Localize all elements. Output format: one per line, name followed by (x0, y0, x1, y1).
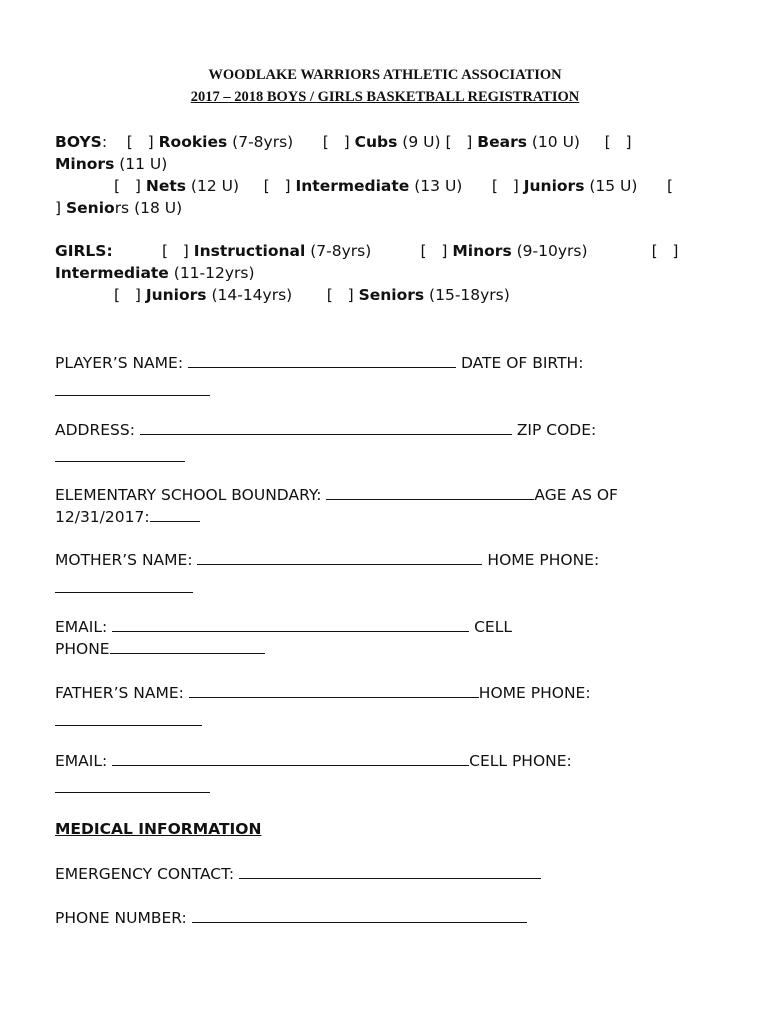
father-email-field[interactable] (112, 751, 469, 766)
mother-email-row (55, 617, 512, 637)
boys-line-2: Minors (11 U) (55, 155, 168, 173)
seniors-checkbox-open[interactable]: [ (667, 177, 674, 195)
age-field[interactable] (150, 507, 200, 522)
school-boundary-field[interactable] (326, 485, 534, 500)
phone-number-label: PHONE NUMBER: (55, 909, 187, 927)
nets-checkbox[interactable]: [ ] (114, 177, 141, 195)
minors-checkbox[interactable]: [ ] (604, 133, 632, 151)
address-field[interactable] (140, 420, 512, 435)
intermediate-checkbox[interactable]: [ ] (263, 177, 291, 195)
father-email-label: EMAIL: (55, 752, 108, 770)
girls-line-2: Intermediate (11-12yrs) (55, 264, 255, 282)
cubs-checkbox[interactable]: [ ] (322, 133, 350, 151)
instructional-checkbox[interactable]: [ ] (161, 242, 189, 260)
boys-line-3: [ ] Nets (12 U) [ ] Intermediate (13 U) [ ] Juniors (15 U) [ (114, 177, 674, 195)
mother-name-label: MOTHER’S NAME: (55, 551, 193, 569)
seniors-checkbox-close[interactable]: ] (55, 199, 62, 217)
age-date-label: 12/31/2017: (55, 508, 150, 526)
girls-intermediate-checkbox[interactable]: [ ] (651, 242, 679, 260)
mother-cell-label: CELL (474, 618, 512, 636)
player-name-row (55, 353, 583, 373)
father-name-row (55, 683, 591, 703)
juniors-checkbox[interactable]: [ ] (491, 177, 519, 195)
mother-email-field[interactable] (112, 617, 469, 632)
father-email-row (55, 751, 572, 771)
girls-juniors-checkbox[interactable]: [ ] (114, 286, 141, 304)
mother-name-row (55, 550, 599, 570)
father-cell-phone-label: CELL PHONE: (469, 752, 572, 770)
form-title: WOODLAKE WARRIORS ATHLETIC ASSOCIATION (208, 67, 562, 83)
school-boundary-row (55, 485, 618, 505)
mother-home-phone-label: HOME PHONE: (487, 551, 600, 569)
age-as-of-label: AGE AS OF (534, 486, 618, 504)
school-boundary-label: ELEMENTARY SCHOOL BOUNDARY: (55, 486, 322, 504)
zip-code-field[interactable] (55, 461, 185, 462)
father-home-phone-field[interactable] (55, 725, 202, 726)
zip-code-label: ZIP CODE: (516, 421, 597, 439)
mother-name-field[interactable] (197, 550, 482, 565)
bears-checkbox[interactable]: [ ] (445, 133, 473, 151)
mother-cell-phone-field[interactable] (110, 639, 265, 654)
emergency-contact-field[interactable] (239, 864, 541, 879)
phone-number-field[interactable] (192, 908, 527, 923)
player-name-field[interactable] (188, 353, 456, 368)
address-row (55, 420, 596, 440)
emergency-contact-row (55, 864, 541, 884)
father-cell-phone-field[interactable] (55, 792, 210, 793)
date-of-birth-label: DATE OF BIRTH: (460, 354, 584, 372)
boys-label: BOYS (55, 133, 102, 151)
mother-email-label: EMAIL: (55, 618, 108, 636)
girls-line-1: GIRLS: [ ] Instructional (7-8yrs) [ ] Minors (9-10yrs) [ ] (55, 242, 679, 260)
address-label: ADDRESS: (55, 421, 135, 439)
medical-heading: MEDICAL INFORMATION (55, 820, 262, 838)
emergency-contact-label: EMERGENCY CONTACT: (55, 865, 235, 883)
date-of-birth-field[interactable] (55, 395, 210, 396)
age-date-row (55, 507, 200, 527)
father-home-phone-label: HOME PHONE: (478, 684, 591, 702)
mother-home-phone-field[interactable] (55, 592, 193, 593)
father-name-field[interactable] (189, 683, 479, 698)
boys-line-1: BOYS: [ ] Rookies (7-8yrs) [ ] Cubs (9 U) [ ] Bears (10 U) [ ] (55, 133, 632, 151)
girls-minors-checkbox[interactable]: [ ] (420, 242, 448, 260)
mother-phone-row (55, 639, 265, 659)
girls-seniors-checkbox[interactable]: [ ] (326, 286, 354, 304)
mother-phone-label: PHONE (55, 640, 110, 658)
rookies-checkbox[interactable]: [ ] (126, 133, 154, 151)
girls-line-3: [ ] Juniors (14-14yrs) [ ] Seniors (15-18yrs) (114, 286, 510, 304)
phone-number-row (55, 908, 527, 928)
girls-label: GIRLS: (55, 242, 113, 260)
player-name-label: PLAYER’S NAME: (55, 354, 184, 372)
form-subtitle: 2017 – 2018 BOYS / GIRLS BASKETBALL REGISTRATION (190, 89, 580, 105)
father-name-label: FATHER’S NAME: (55, 684, 184, 702)
boys-line-4: ] Seniors (18 U) (55, 199, 183, 217)
